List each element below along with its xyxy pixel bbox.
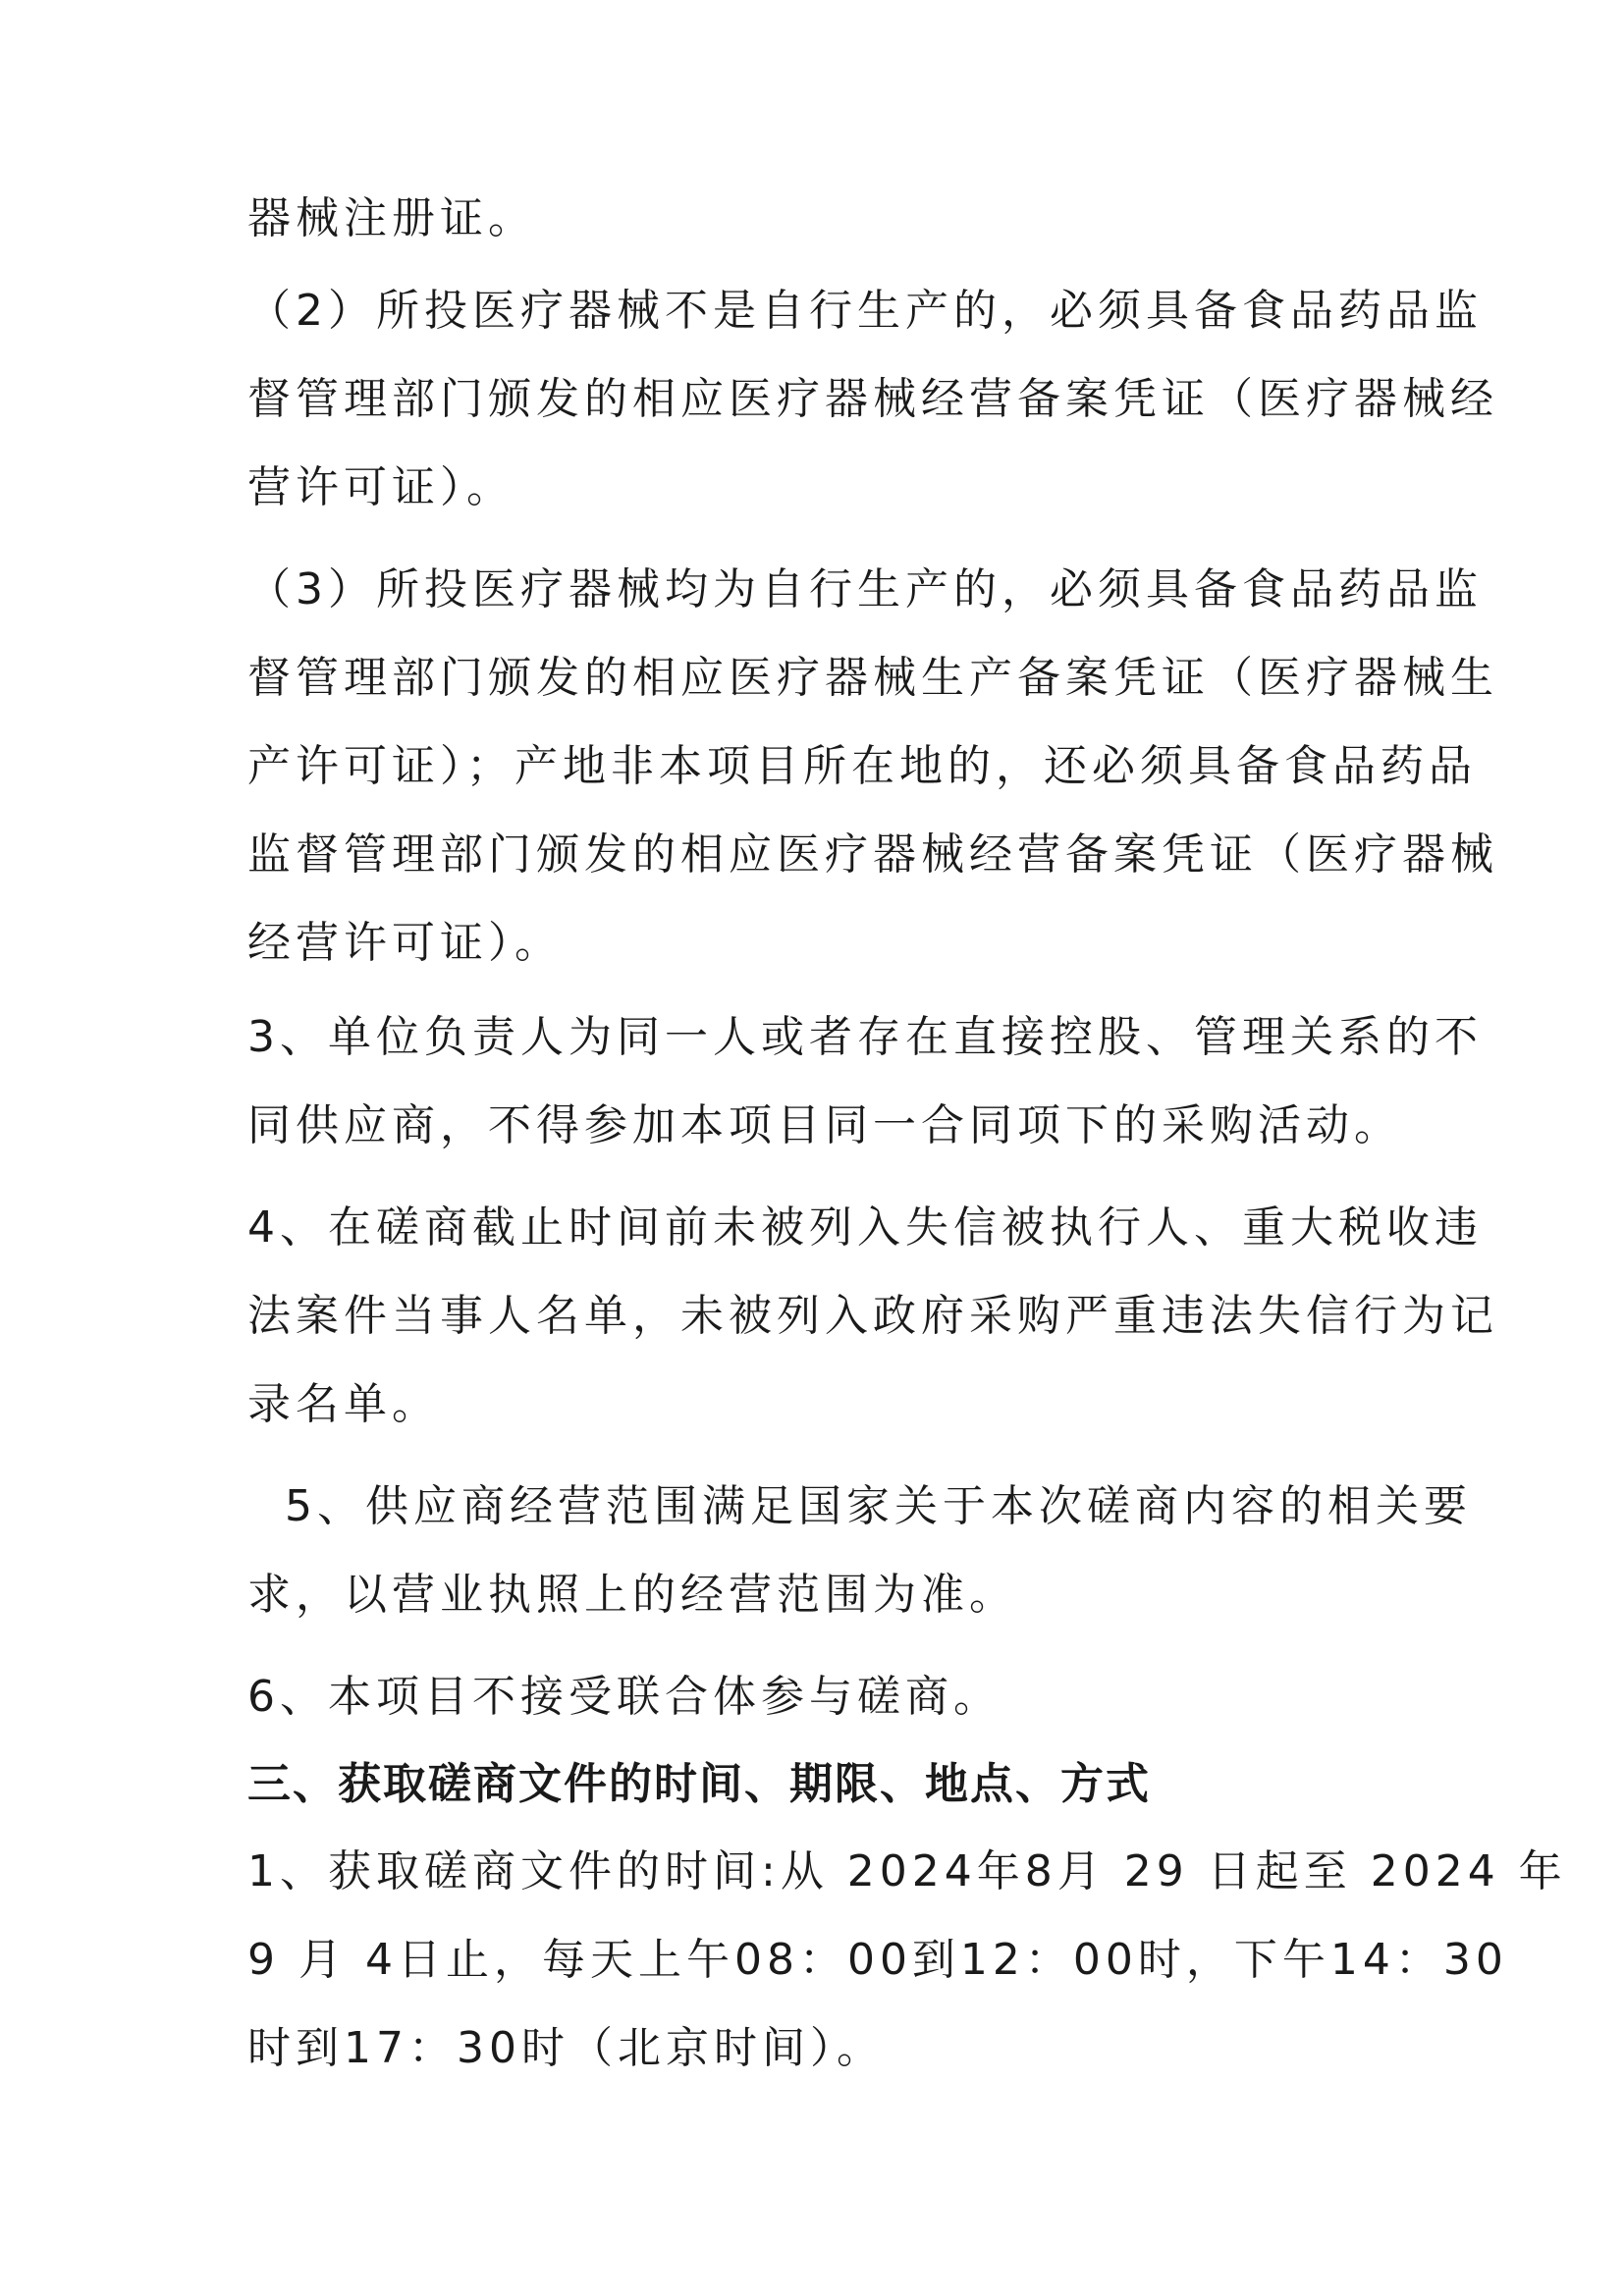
paragraph-clause-5 [247,1463,1472,1639]
section-heading: 三、获取磋商文件的时间、期限、地点、方式 [247,1759,1151,1809]
text-line: 9 月 4日止，每天上午08：00到12：00时，下午14：30 [247,1935,1508,1985]
text-line: 器械注册证。 [247,193,536,243]
paragraph-clause-6 [247,1653,1386,1741]
text-line: 6、本项目不接受联合体参与磋商。 [247,1672,1001,1722]
paragraph-clause-3 [247,993,1483,1170]
text-line: 录名单。 [247,1379,440,1429]
text-line: 督管理部门颁发的相应医疗器械生产备案凭证（医疗器械生 [247,653,1498,703]
text-line: 经营许可证）。 [247,918,563,968]
paragraph-item-2 [247,267,1498,532]
text-line: 产许可证）；产地非本项目所在地的，还必须具备食品药品 [247,741,1477,791]
text-line: 5、供应商经营范围满足国家关于本次磋商内容的相关要 [247,1481,1472,1531]
text-line: 4、在磋商截止时间前未被列入失信被执行人、重大税收违 [247,1202,1483,1253]
paragraph-acquisition-time [247,1828,1567,2093]
text-line: （2）所投医疗器械不是自行生产的，必须具备食品药品监 [247,286,1483,336]
text-line: 法案件当事人名单，未被列入政府采购严重违法失信行为记 [247,1291,1498,1341]
paragraph-clause-4 [247,1184,1498,1449]
text-line: 营许可证）。 [247,462,514,512]
text-line: 求，以营业执照上的经营范围为准。 [247,1570,1017,1620]
text-line: 监督管理部门颁发的相应医疗器械经营备案凭证（医疗器械 [247,829,1498,880]
text-line: 时到17：30时（北京时间）。 [247,2023,885,2073]
paragraph-item-3 [247,546,1498,988]
text-line: 3、单位负责人为同一人或者存在直接控股、管理关系的不 [247,1012,1483,1062]
paragraph-registration-cert [247,175,1386,263]
text-line: 同供应商，不得参加本项目同一合同项下的采购活动。 [247,1100,1402,1150]
text-line: 1、获取磋商文件的时间:从 2024年8月 29 日起至 2024 年 [247,1846,1567,1896]
text-line: （3）所投医疗器械均为自行生产的，必须具备食品药品监 [247,564,1483,614]
text-line: 督管理部门颁发的相应医疗器械经营备案凭证（医疗器械经 [247,374,1498,424]
